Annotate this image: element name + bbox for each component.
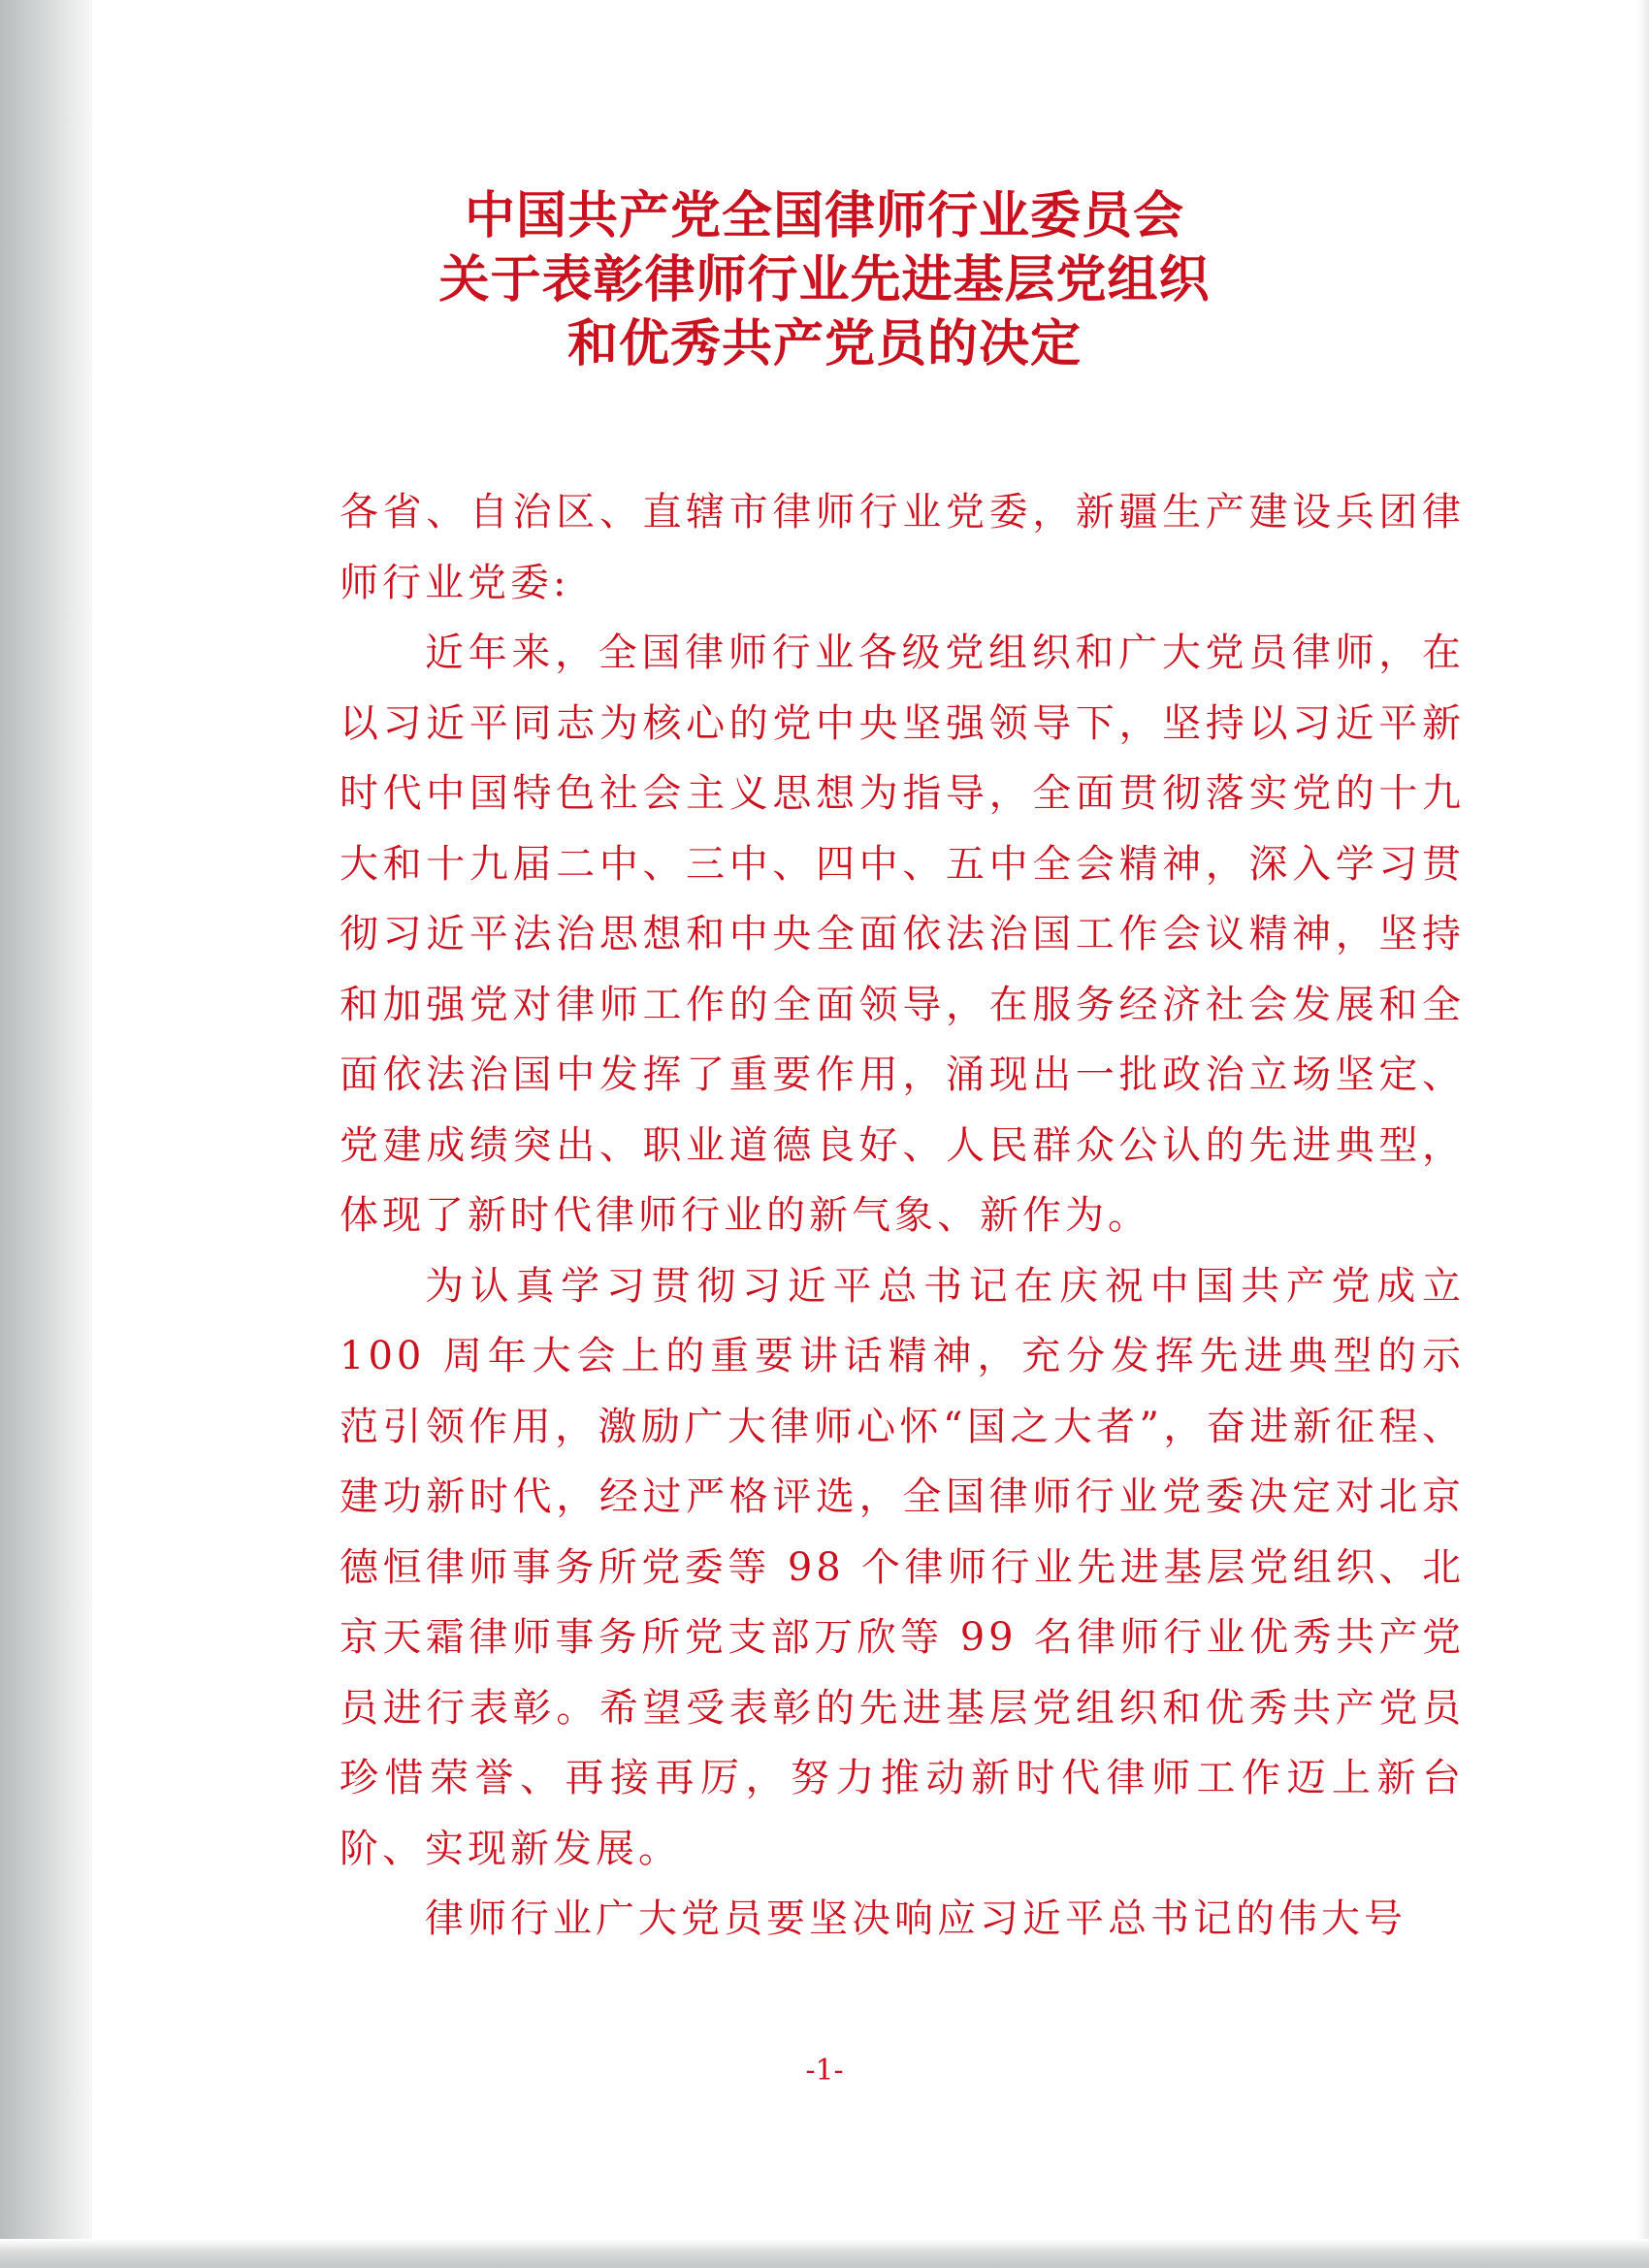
paragraph-3: 律师行业广大党员要坚决响应习近平总书记的伟大号 <box>425 1896 1406 1941</box>
paragraph-1: 近年来，全国律师行业各级党组织和广大党员律师，在以习近平同志为核心的党中央坚强领导下，坚持以习近平新时代中国特色社会主义思想为指导，全面贯彻落实党的十九大和十九届二中、三中、四中、五中全会精神，深入学习贯彻习近平法治思想和中央全面依法治国工作会议精神，坚持和加强党对律师工作的全面领导，在服务经济社会发展和全面依法治国中发挥了重要作用，涌现出一批政治立场坚定、党建成绩突出、职业道德良好、人民群众公认的先进典型，体现了新时代律师行业的新气象、新作为。 <box>340 631 1465 1238</box>
title-line-1: 中国共产党全国律师行业委员会 <box>464 186 1184 245</box>
title-line-3: 和优秀共产党员的决定 <box>566 314 1082 373</box>
scan-bottom-shadow <box>0 2239 1649 2268</box>
page-number: -1- <box>805 2054 844 2088</box>
document-body <box>340 477 1465 1955</box>
document-title <box>0 184 1649 376</box>
paragraph-2: 为认真学习贯彻习近平总书记在庆祝中国共产党成立 100 周年大会上的重要讲话精神，充分发挥先进典型的示范引领作用，激励广大律师心怀“国之大者”，奋进新征程、建功新时代，经过严格评选，全国律师行业党委决定对北京德恒律师事务所党委等 98 个律师行业先进基层党组织、北京天霜律师事务所党支部万欣等 99 名律师行业优秀共产党员进行表彰。希望受表彰的先进基层党组织和优秀共产党员珍惜荣誉、再接再厉，努力推动新时代律师工作迈上新台阶、实现新发展。 <box>340 1263 1465 1871</box>
title-line-2: 关于表彰律师行业先进基层党组织 <box>438 250 1211 309</box>
salutation: 各省、自治区、直辖市律师行业党委，新疆生产建设兵团律师行业党委: <box>340 490 1465 605</box>
